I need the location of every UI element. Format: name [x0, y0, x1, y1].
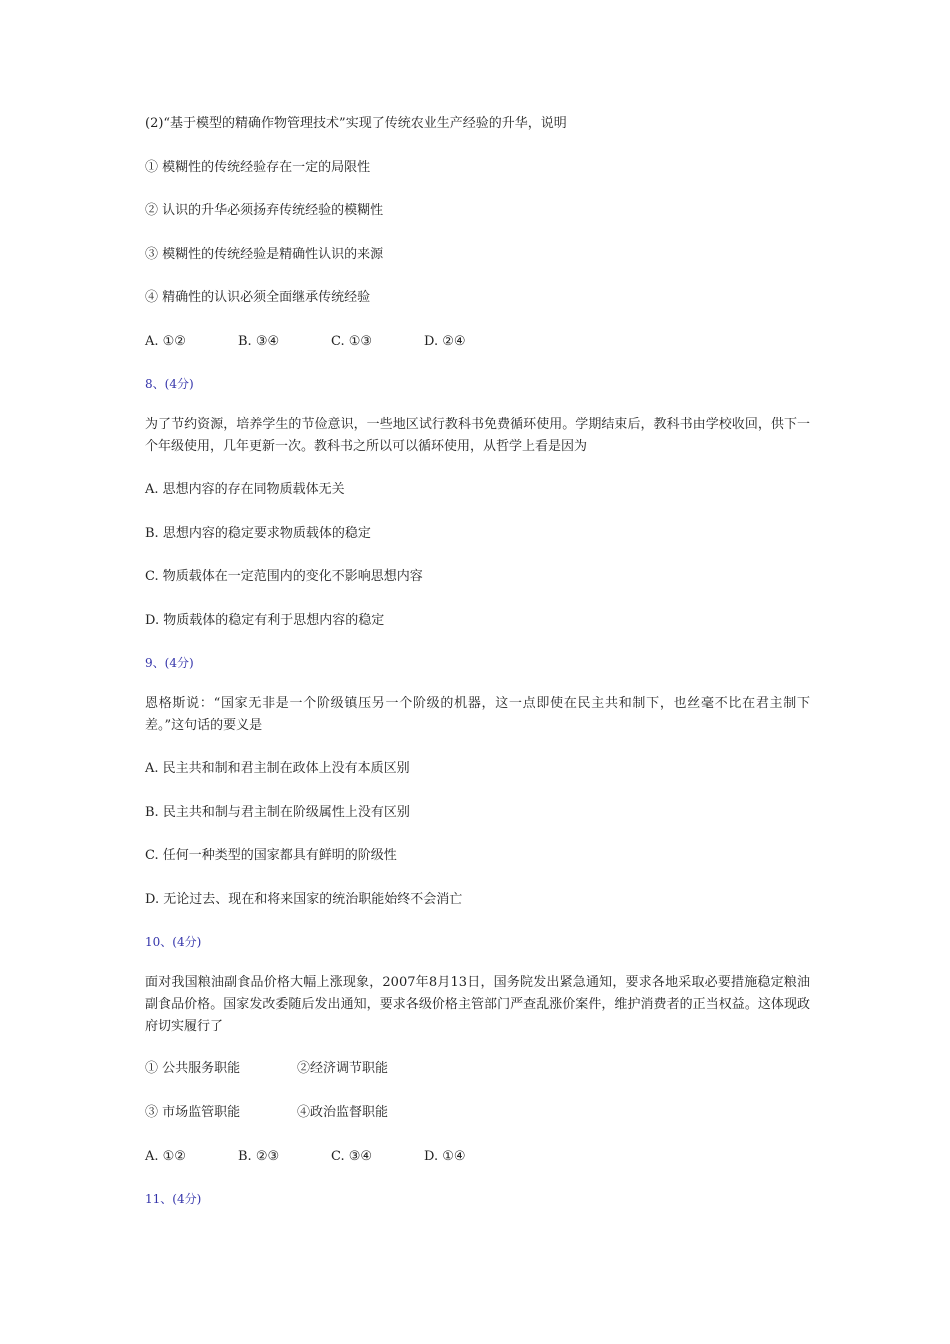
- q7-item-1: ① 模糊性的传统经验存在一定的局限性: [145, 160, 371, 175]
- q7-choice-c: C. ①③: [331, 334, 373, 349]
- q8-header: 8、(4分): [145, 377, 194, 391]
- q8-choice-c: C. 物质载体在一定范围内的变化不影响思想内容: [145, 569, 423, 584]
- q10-item-1: ① 公共服务职能: [145, 1061, 241, 1076]
- q7-choice-b: B. ③④: [238, 334, 280, 349]
- q10-choice-b: B. ②③: [238, 1149, 280, 1164]
- q9-choice-b: B. 民主共和制与君主制在阶级属性上没有区别: [145, 805, 410, 820]
- q10-item-4: ④政治监督职能: [297, 1105, 389, 1120]
- q10-item-2: ②经济调节职能: [297, 1061, 389, 1076]
- q10-items-row-2: [145, 1103, 449, 1123]
- q7-item-2: ② 认识的升华必须扬弃传统经验的模糊性: [145, 203, 384, 218]
- q9-stem: 恩格斯说：“国家无非是一个阶级镇压另一个阶级的机器，这一点即使在民主共和制下，也丝毫不比在君主制下差。”这句话的要义是: [145, 696, 810, 733]
- q7-item-3: ③ 模糊性的传统经验是精确性认识的来源: [145, 247, 384, 262]
- q8-choice-d: D. 物质载体的稳定有利于思想内容的稳定: [145, 613, 385, 628]
- q7-choices: [145, 332, 517, 352]
- q7-choice-d: D. ②④: [424, 334, 466, 349]
- q10-header: 10、(4分): [145, 935, 202, 949]
- q8-choice-b: B. 思想内容的稳定要求物质载体的稳定: [145, 526, 371, 541]
- q7-choice-a: A. ①②: [145, 334, 186, 349]
- q11-header: 11、(4分): [145, 1192, 202, 1206]
- q9-choice-c: C. 任何一种类型的国家都具有鲜明的阶级性: [145, 848, 397, 863]
- q10-choice-a: A. ①②: [145, 1149, 186, 1164]
- q10-stem: 面对我国粮油副食品价格大幅上涨现象，2007年8月13日，国务院发出紧急通知，要求各地采取必要措施稳定粮油副食品价格。国家发改委随后发出通知，要求各级价格主管部门严查乱涨价案件，维护消费者的正当权益。这体现政府切实履行了: [145, 975, 810, 1034]
- q9-choice-a: A. 民主共和制和君主制在政体上没有本质区别: [145, 761, 410, 776]
- q10-item-3: ③ 市场监管职能: [145, 1105, 241, 1120]
- q7-sub-stem: (2)“基于模型的精确作物管理技术”实现了传统农业生产经验的升华，说明: [145, 116, 567, 131]
- q10-items-row-1: [145, 1059, 449, 1079]
- q10-choices: [145, 1147, 517, 1167]
- q8-choice-a: A. 思想内容的存在同物质载体无关: [145, 482, 345, 497]
- q7-item-4: ④ 精确性的认识必须全面继承传统经验: [145, 290, 371, 305]
- q8-stem: 为了节约资源，培养学生的节俭意识，一些地区试行教科书免费循环使用。学期结束后，教科书由学校收回，供下一个年级使用，几年更新一次。教科书之所以可以循环使用，从哲学上看是因为: [145, 417, 810, 454]
- q9-header: 9、(4分): [145, 656, 194, 670]
- q10-choice-c: C. ③④: [331, 1149, 373, 1164]
- q10-choice-d: D. ①④: [424, 1149, 466, 1164]
- q9-choice-d: D. 无论过去、现在和将来国家的统治职能始终不会消亡: [145, 892, 463, 907]
